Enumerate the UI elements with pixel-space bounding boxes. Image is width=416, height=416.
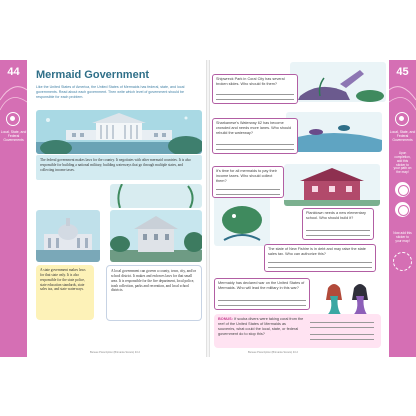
bonus-question: [218, 317, 304, 337]
mermaids-illustration: [316, 282, 380, 316]
page-title: Mermaid Government: [36, 69, 150, 81]
question-text: Mermaidy has declared war on the United States of Mermaids. Who will lead the military in this war?: [218, 281, 305, 290]
bonus-answer-lines[interactable]: [310, 322, 374, 323]
page-footer: Bureau Prescription (Brimania Scouts) 43.2: [90, 351, 140, 354]
federal-government-text: The federal government makes laws for the country. It negotiates with other mermaid countries. It is also responsible for building a national military, building waterways that go through multiple states, and collecting income taxes.: [36, 155, 202, 180]
left-side-strip: [0, 60, 27, 357]
question-text: Sharkanese's Waterway 62 has become crowded and needs more lanes. Who should rebuild the waterway?: [216, 121, 292, 135]
sticker-instruction: Upon completion, add this sticker to your path on the map!: [393, 151, 412, 175]
question-card-1: [212, 74, 298, 104]
answer-lines[interactable]: [268, 262, 372, 263]
page-number: 44: [7, 66, 20, 78]
question-card-2: [212, 118, 298, 154]
local-government-text: A local government can govern a county, town, city, and/or school district. It makes and enforces laws for that small area. It is responsible for the fire department, local police, trash collection, parks and recreation, and local school districts.: [106, 265, 202, 321]
right-side-strip: [389, 60, 416, 357]
bonus-text: If scuba divers were taking coral from the reef of the United States of Mermaids as souvenirs, what could the local, state, or federal government do to stop this?: [218, 317, 304, 336]
state-government-text: A state government makes laws for that state only. It is also responsible for the state police, state education standards, state sales tax, and state waterways.: [36, 265, 94, 320]
answer-lines[interactable]: [306, 230, 370, 231]
page-number: 45: [396, 66, 409, 78]
page-footer: Bureau Prescription (Brimania Scouts) 43.2: [248, 351, 298, 354]
bonus-answer-lines-2[interactable]: [310, 334, 374, 335]
federal-capitol-illustration: [36, 110, 202, 154]
answer-lines[interactable]: [218, 300, 306, 301]
answer-lines[interactable]: [216, 94, 294, 95]
book-spread: [0, 60, 416, 357]
sticker-slot[interactable]: [393, 252, 412, 271]
question-card-3: [212, 166, 284, 198]
left-page: [0, 60, 208, 357]
book-gutter: [206, 60, 210, 357]
right-page: [208, 60, 416, 357]
sticker-target-icon-2[interactable]: [395, 202, 410, 217]
side-label: Local, State, and Federal Governments: [389, 130, 416, 143]
intro-text: Like the United States of America, the United States of Mermaids has federal, state, and local governments. Read about each government. Then write which level of government should be responsible for each problem.: [36, 85, 185, 99]
waterway-illustration: [286, 112, 382, 152]
schoolhouse-illustration: [284, 164, 380, 206]
bonus-card: [214, 314, 381, 348]
question-text: Shipwreck Park in Coral City has several broken slides. Who should fix them?: [216, 77, 285, 86]
planet-badge-icon: [395, 112, 409, 126]
question-text: It's time for all mermaids to pay their income taxes. Who should collect them?: [216, 169, 277, 183]
question-text: Planktown needs a new elementary school. Who should build it?: [306, 211, 366, 220]
answer-lines[interactable]: [216, 144, 294, 145]
local-town-hall-illustration: [110, 210, 202, 262]
sea-creature-illustration: [214, 190, 270, 246]
sticker-instruction-2: Now add this sticker to your map!: [393, 231, 412, 243]
question-card-5: [264, 244, 376, 272]
planet-badge-icon: [6, 112, 20, 126]
bonus-label: BONUS:: [218, 317, 233, 321]
shipwreck-park-illustration: [290, 62, 386, 102]
state-capitol-illustration: [36, 210, 100, 262]
question-text: The state of New Fishire is in debt and may raise the state sales tax. Who can authorize this?: [268, 247, 366, 256]
answer-lines[interactable]: [216, 189, 280, 190]
sticker-target-icon[interactable]: [395, 182, 410, 197]
side-label: Local, State, and Federal Governments: [0, 130, 27, 143]
question-card-6: [214, 278, 310, 310]
question-card-4: [302, 208, 374, 240]
seaweed-illustration: [110, 184, 202, 208]
